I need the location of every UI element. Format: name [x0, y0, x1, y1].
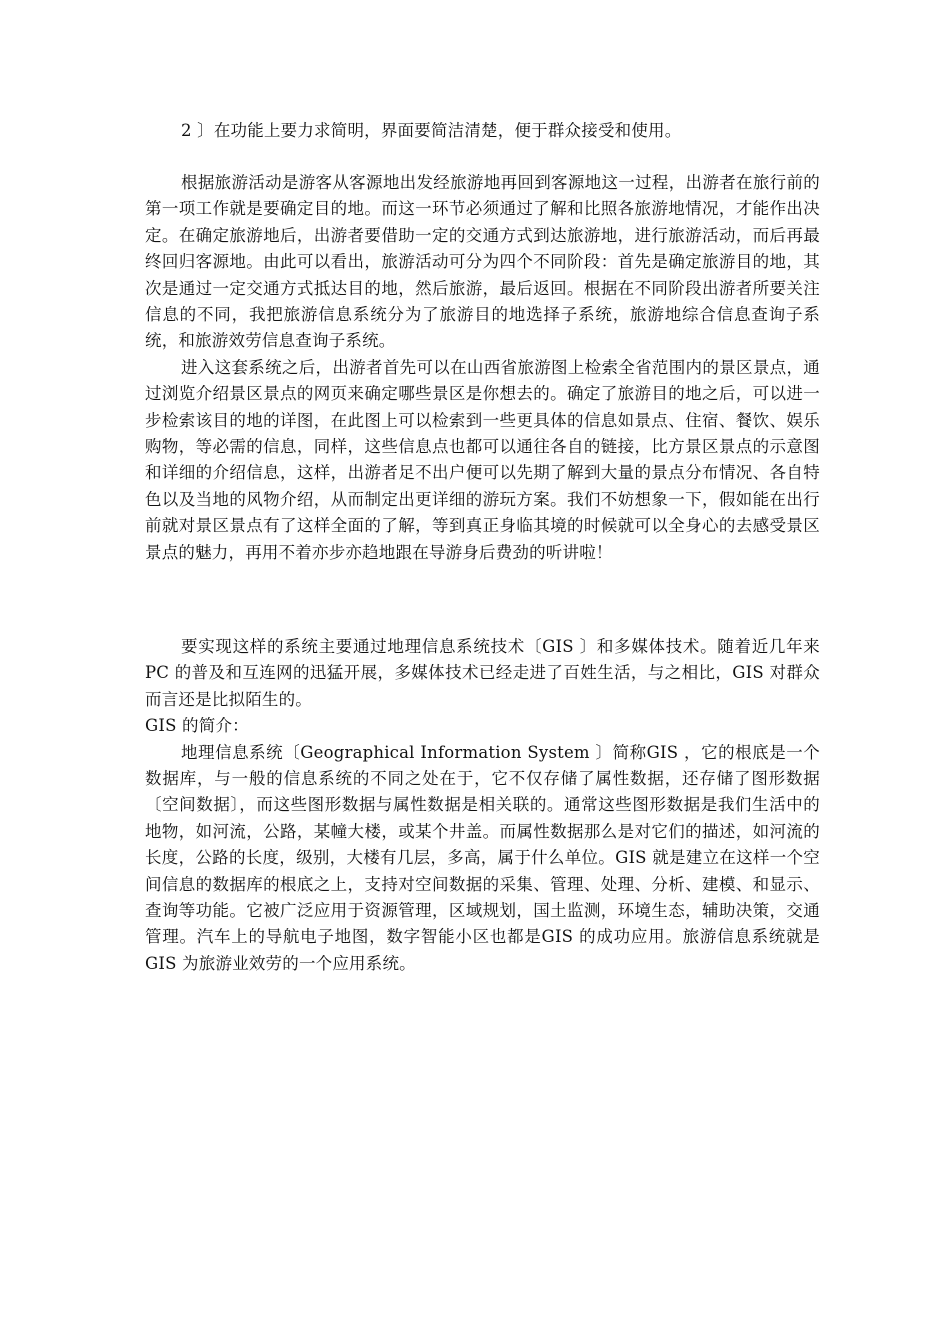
paragraph-block-2: [145, 170, 820, 566]
paragraph-tourism-stages: 根据旅游活动是游客从客源地出发经旅游地再回到客源地这一过程，出游者在旅行前的第一项工作就是要确定目的地。而这一环节必须通过了解和比照各旅游地情况，才能作出决定。在确定旅游地后，出游者要借助一定的交通方式到达旅游地，进行旅游活动，而后再最终回归客源地。由此可以看出，旅游活动可分为四个不同阶段：首先是确定旅游目的地，其次是通过一定交通方式抵达目的地，然后旅游，最后返回。根据在不同阶段出游者所要关注信息的不同，我把旅游信息系统分为了旅游目的地选择子系统，旅游地综合信息查询子系统，和旅游效劳信息查询子系统。: [145, 173, 820, 351]
paragraph-gis-definition: 地理信息系统〔Geographical Information System 〕简称GIS ，它的根底是一个数据库，与一般的信息系统的不同之处在于，它不仅存储了属性数据，还存储了图形数据〔空间数据〕，而这些图形数据与属性数据是相关联的。通常这些图形数据是我们生活中的地物，如河流，公路，某幢大楼，或某个井盖。而属性数据那么是对它们的描述，如河流的长度，公路的长度，级别，大楼有几层，多高，属于什么单位。GIS 就是建立在这样一个空间信息的数据库的根底之上，支持对空间数据的采集、管理、处理、分析、建模、和显示、查询等功能。它被广泛应用于资源管理，区域规划，国土监测，环境生态，辅助决策，交通管理。汽车上的导航电子地图，数字智能小区也都是GIS 的成功应用。旅游信息系统就是GIS 为旅游业效劳的一个应用系统。: [145, 742, 820, 973]
paragraph-block-1: [145, 118, 820, 144]
gis-intro-heading: GIS 的简介：: [145, 716, 249, 736]
paragraph-function-requirement: 2 〕在功能上要力求简明，界面要简洁清楚，便于群众接受和使用。: [181, 121, 682, 140]
paragraph-block-3: [145, 634, 820, 977]
paragraph-system-usage: 进入这套系统之后，出游者首先可以在山西省旅游图上检索全省范围内的景区景点，通过浏览介绍景区景点的网页来确定哪些景区是你想去的。确定了旅游目的地之后，可以进一步检索该目的地的详图，在此图上可以检索到一些更具体的信息如景点、住宿、餐饮、娱乐购物，等必需的信息，同样，这些信息点也都可以通往各自的链接，比方景区景点的示意图和详细的介绍信息，这样，出游者足不出户便可以先期了解到大量的景点分布情况、各自特色以及当地的风物介绍，从而制定出更详细的游玩方案。我们不妨想象一下，假如能在出行前就对景区景点有了这样全面的了解，等到真正身临其境的时候就可以全身心的去感受景区景点的魅力，再用不着亦步亦趋地跟在导游身后费劲的听讲啦！: [145, 357, 820, 562]
paragraph-gis-multimedia: 要实现这样的系统主要通过地理信息系统技术〔GIS 〕和多媒体技术。随着近几年来PC 的普及和互连网的迅猛开展，多媒体技术已经走进了百姓生活，与之相比，GIS 对群众而言还是比拟陌生的。: [145, 637, 820, 709]
